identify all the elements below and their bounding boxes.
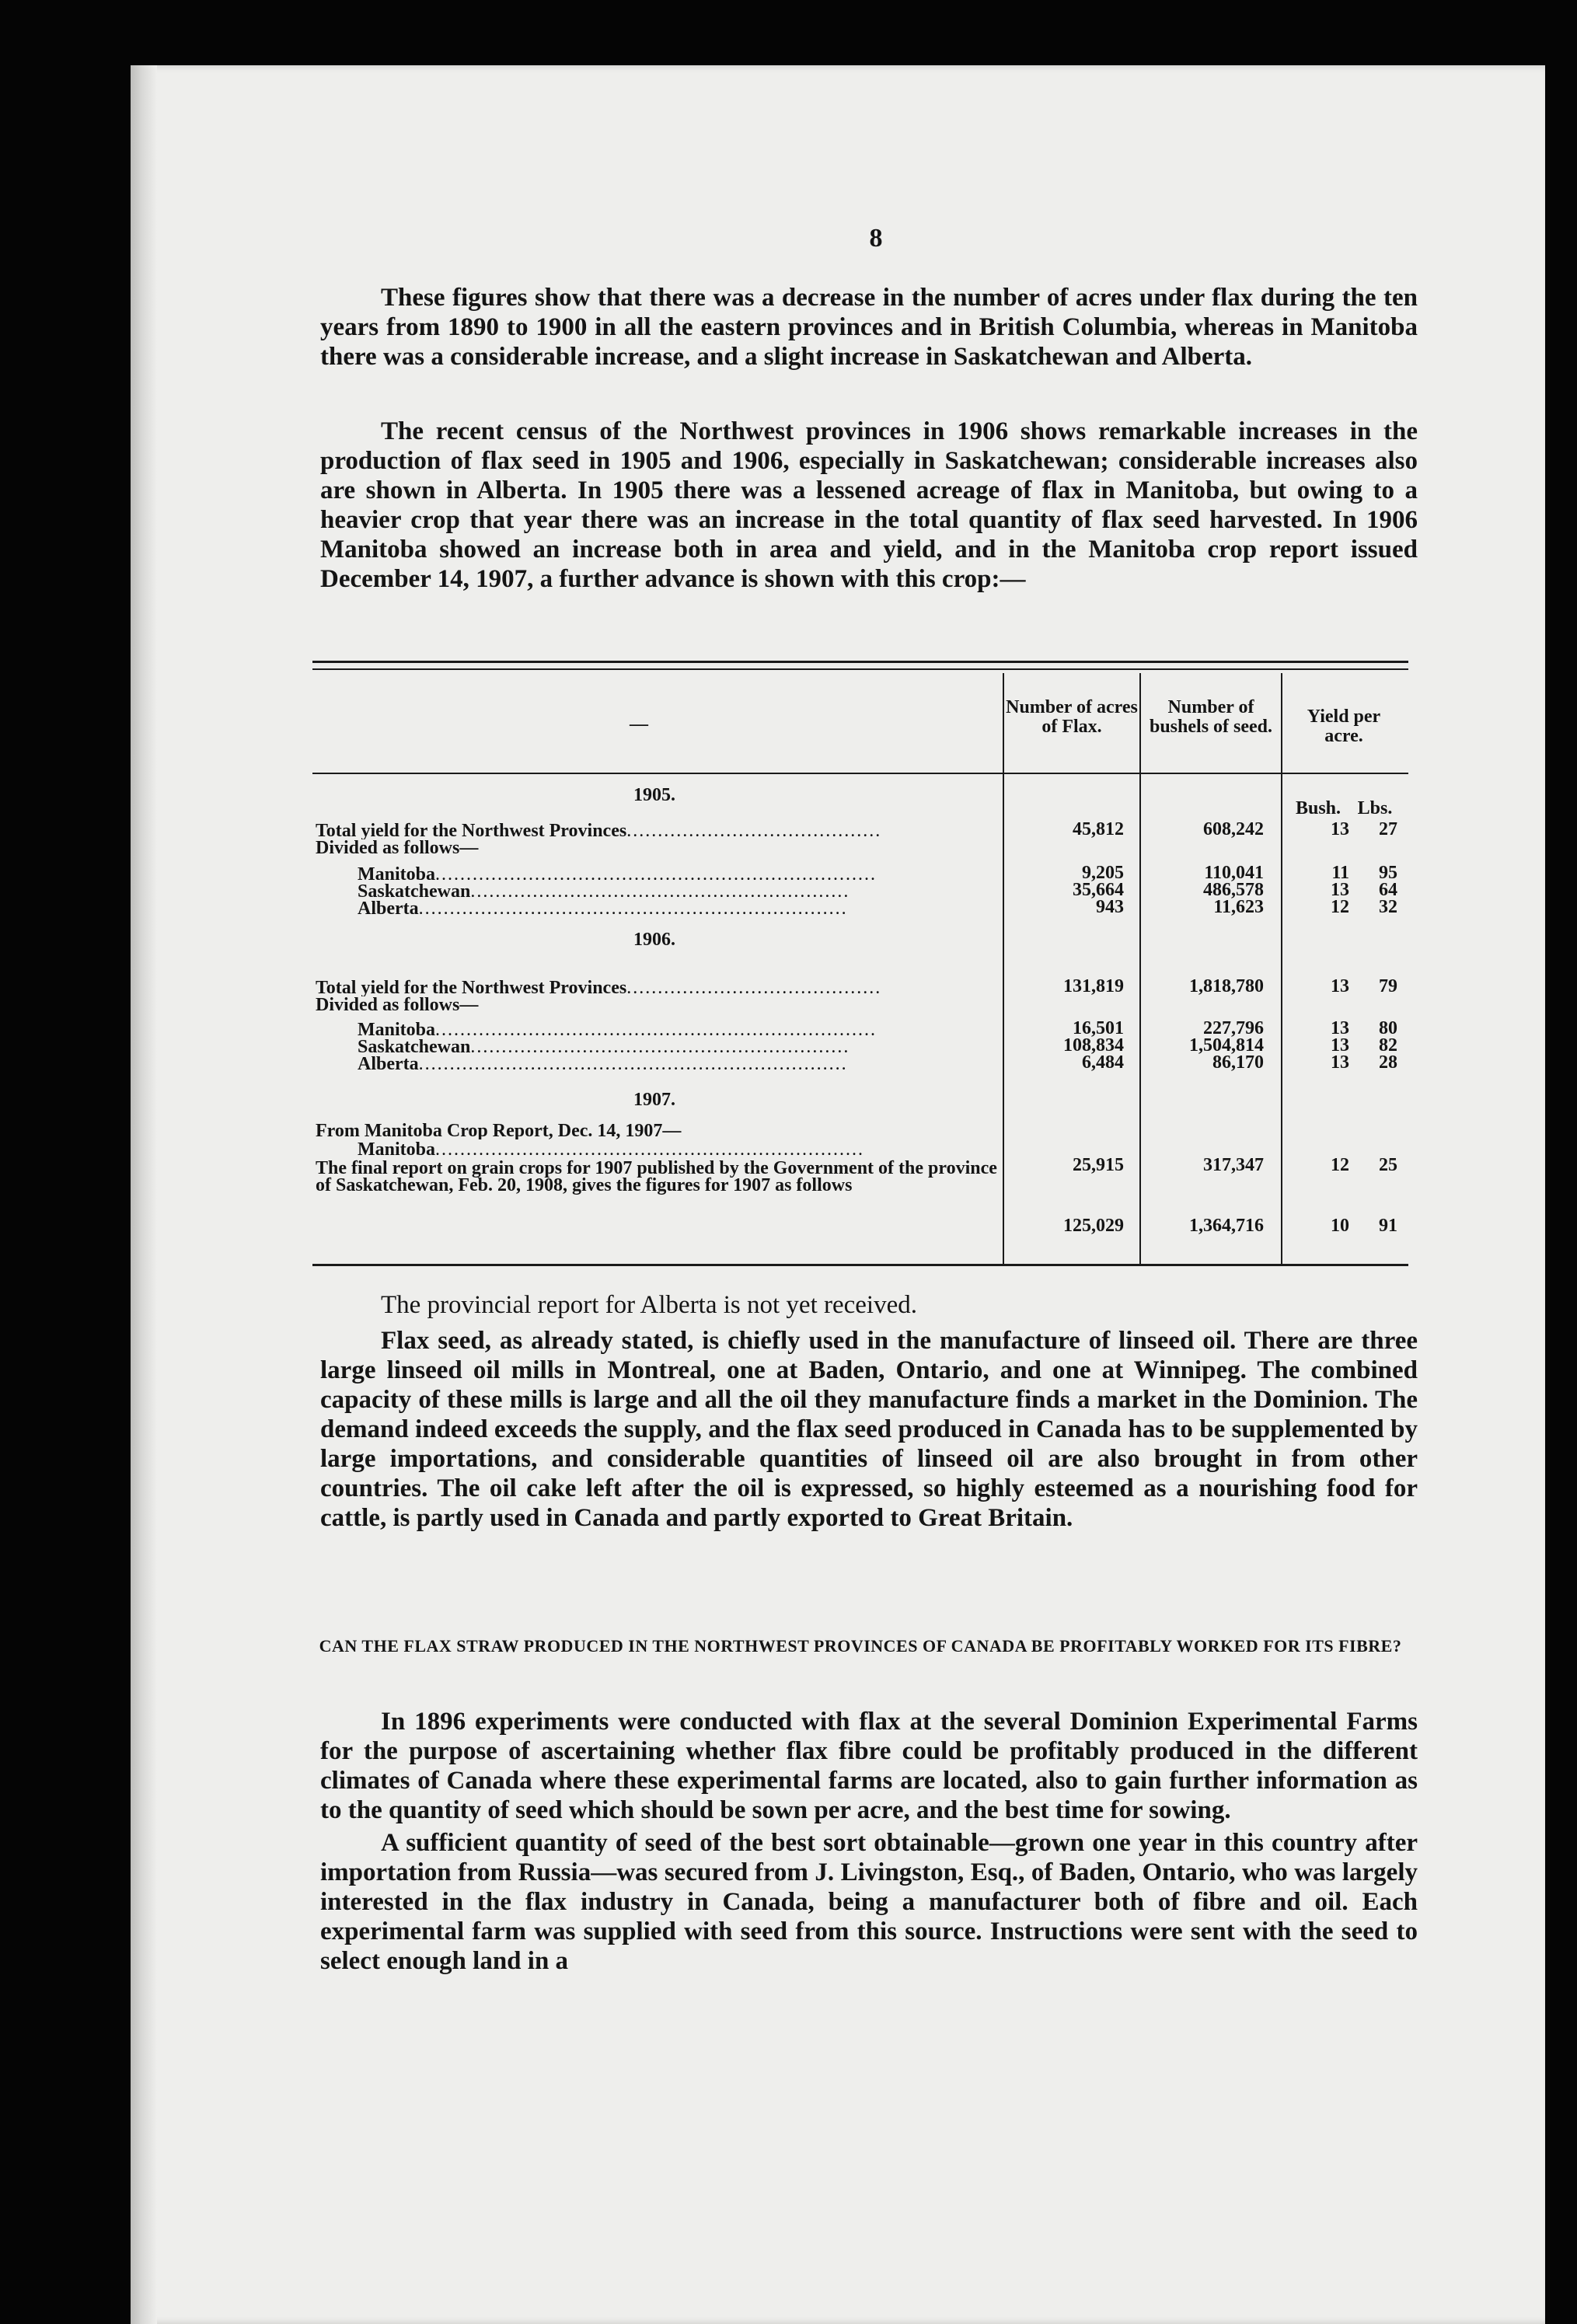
cell-bushels: 1,364,716: [1189, 1216, 1264, 1236]
cell-lbs: 80: [1379, 1018, 1397, 1038]
yield-subheader-lbs: Lbs.: [1357, 798, 1393, 818]
cell-bush: 12: [1331, 1155, 1349, 1175]
section-heading: CAN THE FLAX STRAW PRODUCED IN THE NORTHWEST PROVINCES OF CANADA BE PROFITABLY WORKED FOR ITS FIBRE?: [319, 1636, 1402, 1656]
cell-lbs: 79: [1379, 976, 1397, 996]
cell-lbs: 95: [1379, 863, 1397, 883]
cell-bushels: 110,041: [1204, 863, 1264, 883]
row-label-text: Total yield for the Northwest Provinces: [316, 979, 627, 996]
row-label: Manitoba.......................................................................: [358, 1021, 877, 1038]
table-bottom-rule: [312, 1264, 1408, 1266]
col-divider-3: [1281, 673, 1282, 1264]
cell-bush: 13: [1331, 880, 1349, 900]
cell-bushels: 486,578: [1203, 880, 1264, 900]
row-label: Total yield for the Northwest Provinces.........................................: [316, 979, 882, 996]
cell-bush: 13: [1331, 1052, 1349, 1073]
cell-bushels: 317,347: [1203, 1155, 1264, 1175]
cell-acres: 6,484: [1082, 1052, 1124, 1073]
col-header-acres: Number of acres of Flax.: [1006, 697, 1138, 737]
row-label: Manitoba.......................................................................: [358, 866, 877, 883]
cell-bushels: 227,796: [1203, 1018, 1264, 1038]
cell-lbs: 25: [1379, 1155, 1397, 1175]
paragraph-seed-source: A sufficient quantity of seed of the best sort obtainable—grown one year in this country after importation from Russia—was secured from J. Livingston, Esq., of Baden, Ontario, who was largely interested in the flax industry in Canada, being a manufacturer both of fibre and oil. Each experimental farm was supplied with seed from this source. Instructions were sent with the seed to select enough land in a: [320, 1829, 1418, 1975]
yield-subheader-bush: Bush.: [1295, 798, 1341, 818]
row-label-text: Manitoba: [358, 1021, 436, 1038]
col-header-yield: Yield per acre.: [1307, 707, 1381, 746]
year-1905: 1905.: [633, 785, 675, 805]
cell-lbs: 91: [1379, 1216, 1397, 1236]
row-label: From Manitoba Crop Report, Dec. 14, 1907—: [316, 1122, 682, 1139]
row-label: Divided as follows—: [316, 996, 479, 1014]
year-1907: 1907.: [633, 1090, 675, 1110]
cell-bush: 13: [1331, 1018, 1349, 1038]
cell-acres: 108,834: [1063, 1035, 1124, 1056]
cell-acres: 125,029: [1063, 1216, 1124, 1236]
row-label: Manitoba.....................................................................: [358, 1141, 865, 1158]
cell-bush: 12: [1331, 897, 1349, 917]
table-top-rule-2: [312, 668, 1408, 670]
cell-lbs: 64: [1379, 880, 1397, 900]
row-label-text: Total yield for the Northwest Provinces: [316, 822, 627, 839]
row-label: Saskatchewan.............................................................: [358, 883, 850, 900]
paragraph-experiments: In 1896 experiments were conducted with flax at the several Dominion Experimental Farms for the purpose of ascertaining whether flax fibre could be profitably produced in the different climates of Canada where these experimental farms are located, also to gain further information as to the quantity of seed which should be sown per acre, and the best time for sowing.: [320, 1708, 1418, 1824]
cell-lbs: 32: [1379, 897, 1397, 917]
header-rule: [312, 773, 1408, 774]
bottom-text-block: [320, 1707, 1418, 1976]
stub-header: —: [630, 714, 648, 735]
census-text-block: [320, 417, 1418, 594]
cell-bush: 13: [1331, 1035, 1349, 1056]
page-number: 8: [869, 224, 883, 253]
col-divider-1: [1003, 673, 1004, 1264]
cell-acres: 45,812: [1073, 819, 1124, 839]
row-label: Total yield for the Northwest Provinces.........................................: [316, 822, 882, 839]
cell-acres: 16,501: [1073, 1018, 1124, 1038]
row-label-text: Saskatchewan: [358, 883, 471, 900]
col-header-bushels: Number of bushels of seed.: [1149, 697, 1273, 737]
row-label: Saskatchewan.............................................................: [358, 1038, 850, 1056]
cell-bushels: 1,504,814: [1189, 1035, 1264, 1056]
page-spine-shadow: [131, 65, 157, 2324]
row-label: The final report on grain crops for 1907 published by the Government of the province of Saskatchewan, Feb. 20, 1908, gives the figures for 1907 as follows: [316, 1160, 997, 1195]
cell-bush: 13: [1331, 976, 1349, 996]
cell-acres: 25,915: [1073, 1155, 1124, 1175]
cell-bush: 10: [1331, 1216, 1349, 1236]
cell-acres: 35,664: [1073, 880, 1124, 900]
cell-bushels: 1,818,780: [1189, 976, 1264, 996]
flax-yield-table: [312, 661, 1408, 1267]
row-label-text: Manitoba: [358, 1141, 436, 1158]
paragraph-linseed-oil: Flax seed, as already stated, is chiefly used in the manufacture of linseed oil. There are three large linseed oil mills in Montreal, one at Baden, Ontario, and one at Winnipeg. The combined capacity of these mills is large and all the oil they manufacture finds a market in the Dominion. The demand indeed exceeds the supply, and the flax seed produced in Canada has to be supplemented by large importations, and considerable quantities of linseed oil are also brought in from other countries. The oil cake left after the oil is expressed, so highly esteemed as a nourishing food for cattle, is partly used in Canada and partly exported to Great Britain.: [320, 1327, 1418, 1532]
cell-bushels: 608,242: [1203, 819, 1264, 839]
row-label-text: Manitoba: [358, 866, 436, 883]
cell-acres: 131,819: [1063, 976, 1124, 996]
year-1906: 1906.: [633, 930, 675, 950]
cell-bush: 13: [1331, 819, 1349, 839]
cell-acres: 943: [1096, 897, 1124, 917]
cell-lbs: 82: [1379, 1035, 1397, 1056]
cell-bushels: 86,170: [1212, 1052, 1264, 1073]
row-label-text: Alberta: [358, 900, 419, 917]
cell-acres: 9,205: [1082, 863, 1124, 883]
paragraph-census: The recent census of the Northwest provinces in 1906 shows remarkable increases in the production of flax seed in 1905 and 1906, especially in Saskatchewan; considerable increases also are shown in Alberta. In 1905 there was a lessened acreage of flax in Manitoba, but owing to a heavier crop that year there was an increase in the total quantity of flax seed harvested. In 1906 Manitoba showed an increase both in area and yield, and in the Manitoba crop report issued December 14, 1907, a further advance is shown with this crop:—: [320, 417, 1418, 593]
cell-bush: 11: [1331, 863, 1349, 883]
row-label-text: Saskatchewan: [358, 1038, 471, 1056]
row-label-text: Alberta: [358, 1056, 419, 1073]
paragraph-alberta-report: The provincial report for Alberta is not yet received.: [381, 1291, 917, 1319]
col-divider-2: [1139, 673, 1141, 1264]
row-label: Divided as follows—: [316, 839, 479, 857]
paragraph-flax-decrease: These figures show that there was a decrease in the number of acres under flax during the ten years from 1890 to 1900 in all the eastern provinces and in British Columbia, whereas in Manitoba there was a considerable increase, and a slight increase in Saskatchewan and Alberta.: [320, 284, 1418, 371]
top-text-block: [320, 283, 1418, 372]
cell-bushels: 11,623: [1213, 897, 1264, 917]
cell-lbs: 28: [1379, 1052, 1397, 1073]
row-label: Alberta.....................................................................: [358, 900, 848, 917]
row-label: Alberta.....................................................................: [358, 1056, 848, 1073]
cell-lbs: 27: [1379, 819, 1397, 839]
mid-text-block: [320, 1290, 1418, 1533]
table-top-rule: [312, 661, 1408, 663]
